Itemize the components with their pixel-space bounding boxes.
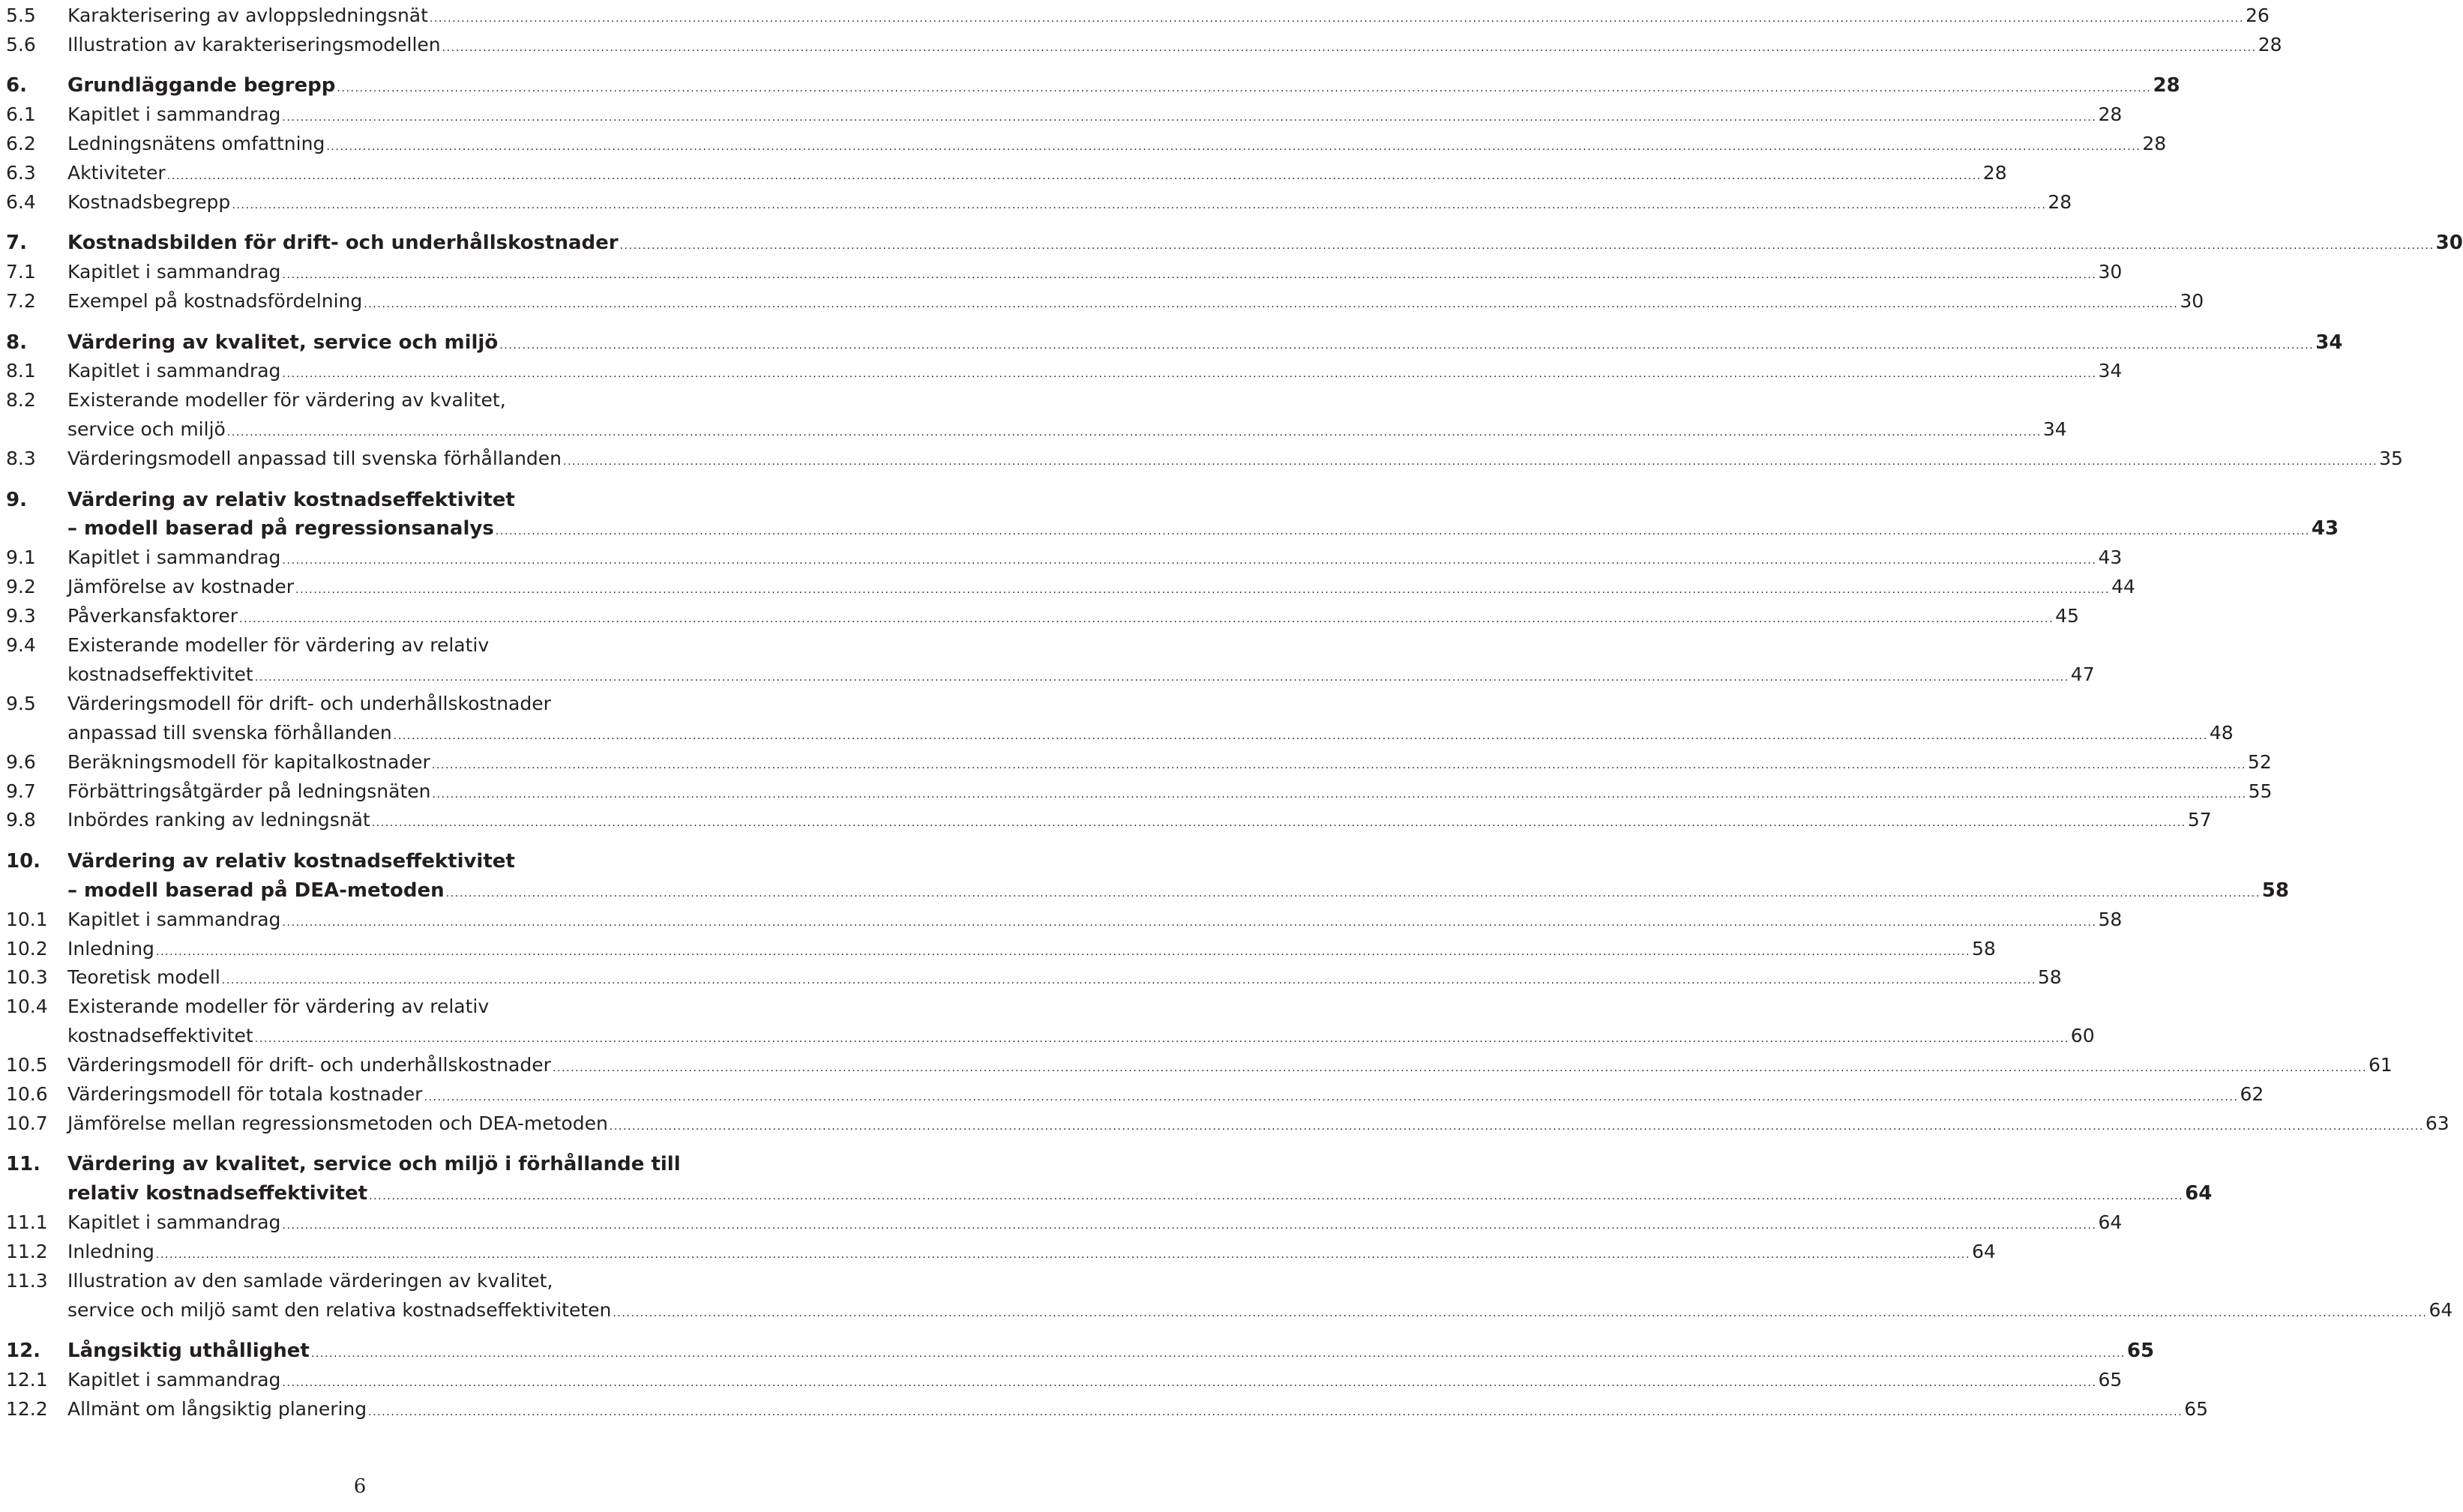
toc-entry-title: Kapitlet i sammandrag xyxy=(67,1369,281,1391)
toc-entry[interactable] xyxy=(0,993,2095,1051)
toc-entry-title: Karakterisering av avloppsledningsnät xyxy=(67,4,428,26)
dot-leader: ................................................................................................................................................................................................................................................................................................................................................................................................................ xyxy=(282,368,2097,381)
toc-entry[interactable] xyxy=(0,1080,2264,1109)
toc-entry-page: 64 xyxy=(1972,1241,1996,1262)
toc-entry-title: kostnadseffektivitet xyxy=(67,663,253,685)
toc-entry-number: 10.1 xyxy=(6,908,48,930)
dot-leader: ................................................................................................................................................................................................................................................................................................................................................................................................................ xyxy=(232,199,2047,211)
toc-entry-page: 44 xyxy=(2111,576,2135,598)
toc-entry-page: 48 xyxy=(2209,721,2234,744)
toc-entry-title: Värdering av kvalitet, service och miljö i förhållande till xyxy=(67,1153,681,1176)
toc-entry-page: 34 xyxy=(2315,331,2343,354)
toc-entry-number: 7.1 xyxy=(6,261,36,283)
toc-entry-number: 11. xyxy=(6,1153,41,1176)
toc-entry-number: 7.2 xyxy=(6,290,36,313)
toc-entry-number: 10.4 xyxy=(6,996,48,1018)
toc-entry-number: 5.6 xyxy=(6,33,36,55)
toc-chapter-entry[interactable] xyxy=(0,71,2180,100)
toc-entry-title: Jämförelse mellan regressionsmetoden och DEA-metoden xyxy=(67,1112,608,1134)
toc-entry-number: 10.3 xyxy=(6,966,48,989)
toc-entry-number: 10.6 xyxy=(6,1083,48,1105)
toc-entry-title: service och miljö samt den relativa kostnadseffektiviteten xyxy=(67,1298,612,1321)
toc-entry-title: Inledning xyxy=(67,1241,154,1262)
toc-entry-title: – modell baserad på DEA-metoden xyxy=(67,879,445,902)
toc-chapter-entry[interactable] xyxy=(0,1337,2155,1366)
toc-entry-title: Värdering av relativ kostnadseffektivitet xyxy=(67,488,515,511)
toc-entry-page: 30 xyxy=(2180,290,2204,313)
toc-entry-page: 43 xyxy=(2311,517,2339,540)
toc-entry-title: Inledning xyxy=(67,937,154,960)
toc-entry-title: Illustration av den samlade värderingen av kvalitet, xyxy=(67,1269,553,1292)
toc-entry[interactable] xyxy=(0,602,2079,631)
toc-entry-number: 12. xyxy=(6,1340,41,1363)
toc-entry[interactable] xyxy=(0,31,2282,60)
toc-entry-page: 62 xyxy=(2240,1083,2264,1105)
toc-entry-title: Kapitlet i sammandrag xyxy=(67,261,281,283)
dot-leader: ................................................................................................................................................................................................................................................................................................................................................................................................................ xyxy=(442,41,2257,54)
toc-entry[interactable] xyxy=(0,1109,2450,1139)
dot-leader: ................................................................................................................................................................................................................................................................................................................................................................................................................ xyxy=(552,1062,2367,1075)
toc-entry-number: 9.5 xyxy=(6,692,36,714)
toc-entry-title: Allmänt om långsiktig planering xyxy=(67,1398,367,1420)
dot-leader: ................................................................................................................................................................................................................................................................................................................................................................................................................ xyxy=(295,584,2111,597)
toc-entry[interactable] xyxy=(0,445,2403,474)
toc-entry[interactable] xyxy=(0,1366,2123,1395)
toc-entry-number: 10.7 xyxy=(6,1112,48,1134)
dot-leader: ................................................................................................................................................................................................................................................................................................................................................................................................................ xyxy=(166,170,1982,182)
dot-leader: ................................................................................................................................................................................................................................................................................................................................................................................................................ xyxy=(499,339,2315,352)
toc-entry-title: anpassad till svenska förhållanden xyxy=(67,721,392,744)
toc-entry-title: Kapitlet i sammandrag xyxy=(67,546,281,569)
toc-entry-title: Exempel på kostnadsfördelning xyxy=(67,290,363,313)
toc-entry-number: 8.1 xyxy=(6,360,36,382)
toc-entry-number: 10. xyxy=(6,849,41,873)
toc-chapter-entry[interactable] xyxy=(0,1150,2213,1208)
toc-entry-page: 55 xyxy=(2248,780,2273,802)
dot-leader: ................................................................................................................................................................................................................................................................................................................................................................................................................ xyxy=(254,671,2069,684)
toc-entry[interactable] xyxy=(0,573,2135,602)
toc-entry-page: 63 xyxy=(2425,1112,2450,1134)
toc-entry-number: 10.5 xyxy=(6,1054,48,1076)
toc-entry[interactable] xyxy=(0,386,2067,445)
toc-entry-page: 58 xyxy=(2098,908,2123,930)
toc-entry[interactable] xyxy=(0,1395,2209,1424)
toc-chapter-entry[interactable] xyxy=(0,229,2463,258)
toc-entry-page: 30 xyxy=(2098,261,2123,283)
toc-entry-title: Beräkningsmodell för kapitalkostnader xyxy=(67,750,430,773)
toc-entry-title: Ledningsnätens omfattning xyxy=(67,133,325,155)
dot-leader: ................................................................................................................................................................................................................................................................................................................................................................................................................ xyxy=(371,817,2186,830)
toc-entry[interactable] xyxy=(0,631,2095,690)
toc-entry-page: 64 xyxy=(2429,1298,2453,1321)
toc-entry-title: Kapitlet i sammandrag xyxy=(67,103,281,126)
toc-entry-title: Illustration av karakteriseringsmodellen xyxy=(67,33,441,55)
toc-entry-title: – modell baserad på regressionsanalys xyxy=(67,517,494,540)
dot-leader: ................................................................................................................................................................................................................................................................................................................................................................................................................ xyxy=(155,1249,1970,1261)
dot-leader: ................................................................................................................................................................................................................................................................................................................................................................................................................ xyxy=(613,1307,2428,1319)
toc-entry-page: 34 xyxy=(2042,418,2067,441)
toc-entry[interactable] xyxy=(0,357,2123,386)
toc-entry-number: 6.1 xyxy=(6,103,36,126)
toc-entry[interactable] xyxy=(0,130,2167,159)
toc-entry-title: Värderingsmodell anpassad till svenska förhållanden xyxy=(67,448,562,470)
toc-entry-number: 7. xyxy=(6,232,27,255)
toc-entry-title: Långsiktig uthållighet xyxy=(67,1340,310,1363)
toc-entry[interactable] xyxy=(0,1,2270,31)
toc-entry-title: Kapitlet i sammandrag xyxy=(67,1211,281,1234)
toc-entry[interactable] xyxy=(0,935,1996,964)
dot-leader: ................................................................................................................................................................................................................................................................................................................................................................................................................ xyxy=(326,141,2141,154)
dot-leader: ................................................................................................................................................................................................................................................................................................................................................................................................................ xyxy=(226,427,2042,439)
toc-entry-page: 64 xyxy=(2098,1211,2123,1234)
dot-leader: ................................................................................................................................................................................................................................................................................................................................................................................................................ xyxy=(424,1091,2239,1103)
toc-entry-number: 6.2 xyxy=(6,133,36,155)
toc-entry-number: 9.8 xyxy=(6,809,36,831)
dot-leader: ................................................................................................................................................................................................................................................................................................................................................................................................................ xyxy=(432,788,2247,801)
toc-entry-title: Värdering av relativ kostnadseffektivitet xyxy=(67,849,515,873)
toc-entry-number: 10.2 xyxy=(6,937,48,960)
toc-entry-number: 12.1 xyxy=(6,1369,48,1391)
dot-leader: ................................................................................................................................................................................................................................................................................................................................................................................................................ xyxy=(393,729,2208,742)
toc-entry-title: Grundläggande begrepp xyxy=(67,74,336,97)
toc-entry-title: Påverkansfaktorer xyxy=(67,605,238,627)
dot-leader: ................................................................................................................................................................................................................................................................................................................................................................................................................ xyxy=(239,613,2054,626)
toc-entry-page: 58 xyxy=(1972,937,1996,960)
toc-entry-title: Kapitlet i sammandrag xyxy=(67,360,281,382)
dot-leader: ................................................................................................................................................................................................................................................................................................................................................................................................................ xyxy=(429,13,2244,25)
dot-leader: ................................................................................................................................................................................................................................................................................................................................................................................................................ xyxy=(495,525,2310,538)
dot-leader: ................................................................................................................................................................................................................................................................................................................................................................................................................ xyxy=(282,1377,2097,1390)
dot-leader: ................................................................................................................................................................................................................................................................................................................................................................................................................ xyxy=(364,298,2179,311)
toc-entry-title: Kostnadsbegrepp xyxy=(67,190,231,213)
toc-entry-number: 9.2 xyxy=(6,576,36,598)
toc-entry[interactable] xyxy=(0,543,2123,573)
toc-entry-page: 30 xyxy=(2435,232,2463,255)
toc-entry-number: 8. xyxy=(6,331,27,354)
toc-entry-page: 28 xyxy=(2098,103,2123,126)
toc-entry-title: Kostnadsbilden för drift- och underhållskostnader xyxy=(67,232,619,255)
dot-leader: ................................................................................................................................................................................................................................................................................................................................................................................................................ xyxy=(282,112,2097,124)
toc-entry-page: 58 xyxy=(2261,879,2289,902)
toc-entry-page: 60 xyxy=(2070,1025,2095,1047)
toc-entry-number: 9.4 xyxy=(6,634,36,656)
toc-chapter-entry[interactable] xyxy=(0,486,2339,544)
dot-leader: ................................................................................................................................................................................................................................................................................................................................................................................................................ xyxy=(369,1190,2184,1203)
toc-entry-title: Teoretisk modell xyxy=(67,966,220,989)
dot-leader: ................................................................................................................................................................................................................................................................................................................................................................................................................ xyxy=(563,456,2378,469)
toc-entry[interactable] xyxy=(0,188,2072,217)
toc-entry-page: 28 xyxy=(2258,33,2282,55)
toc-entry-number: 12.2 xyxy=(6,1398,48,1420)
toc-entry-title: Värdering av kvalitet, service och miljö xyxy=(67,331,499,354)
toc-entry-number: 9.7 xyxy=(6,780,36,802)
toc-entry-page: 35 xyxy=(2379,448,2403,470)
toc-entry-title: Jämförelse av kostnader xyxy=(67,576,295,598)
toc-entry[interactable] xyxy=(0,777,2273,807)
toc-entry-page: 58 xyxy=(2037,966,2062,989)
toc-entry-title: Aktiviteter xyxy=(67,162,166,184)
dot-leader: ................................................................................................................................................................................................................................................................................................................................................................................................................ xyxy=(282,916,2097,929)
toc-entry-title: Existerande modeller för värdering av kvalitet, xyxy=(67,389,506,412)
toc-entry[interactable] xyxy=(0,1208,2123,1238)
dot-leader: ................................................................................................................................................................................................................................................................................................................................................................................................................ xyxy=(282,555,2097,567)
toc-entry[interactable] xyxy=(0,1051,2393,1080)
toc-entry[interactable] xyxy=(0,100,2123,130)
toc-entry-page: 57 xyxy=(2187,809,2212,831)
toc-entry-page: 45 xyxy=(2055,605,2079,627)
toc-entry[interactable] xyxy=(0,287,2204,316)
toc-entry-number: 6.4 xyxy=(6,190,36,213)
dot-leader: ................................................................................................................................................................................................................................................................................................................................................................................................................ xyxy=(254,1033,2069,1046)
toc-entry-title: Kapitlet i sammandrag xyxy=(67,908,281,930)
dot-leader: ................................................................................................................................................................................................................................................................................................................................................................................................................ xyxy=(431,759,2246,771)
toc-entry-page: 28 xyxy=(1982,162,2007,184)
toc-entry-page: 47 xyxy=(2070,663,2095,685)
dot-leader: ................................................................................................................................................................................................................................................................................................................................................................................................................ xyxy=(368,1406,2183,1418)
toc-entry-number: 8.3 xyxy=(6,448,36,470)
toc-entry[interactable] xyxy=(0,748,2272,777)
dot-leader: ................................................................................................................................................................................................................................................................................................................................................................................................................ xyxy=(619,240,2435,253)
toc-chapter-entry[interactable] xyxy=(0,847,2289,906)
page-number: 6 xyxy=(353,1475,367,1498)
toc-entry-title: Värderingsmodell för drift- och underhållskostnader xyxy=(67,692,551,714)
toc-entry-title: service och miljö xyxy=(67,418,226,441)
dot-leader: ................................................................................................................................................................................................................................................................................................................................................................................................................ xyxy=(609,1120,2424,1133)
toc-entry-page: 28 xyxy=(2142,133,2167,155)
toc-entry-number: 9. xyxy=(6,488,27,511)
toc-entry-page: 61 xyxy=(2369,1054,2393,1076)
toc-entry[interactable] xyxy=(0,806,2212,835)
toc-entry-number: 9.3 xyxy=(6,605,36,627)
toc-entry-title: kostnadseffektivitet xyxy=(67,1025,253,1047)
toc-entry-title: Inbördes ranking av ledningsnät xyxy=(67,809,370,831)
toc-entry[interactable] xyxy=(0,258,2123,287)
toc-entry-page: 28 xyxy=(2048,190,2072,213)
dot-leader: ................................................................................................................................................................................................................................................................................................................................................................................................................ xyxy=(310,1348,2126,1361)
toc-entry-number: 11.1 xyxy=(6,1211,48,1234)
toc-entry-title: Förbättringsåtgärder på ledningsnäten xyxy=(67,780,431,802)
toc-entry-number: 5.5 xyxy=(6,4,36,26)
toc-entry[interactable] xyxy=(0,1267,2453,1325)
toc-entry-number: 11.2 xyxy=(6,1241,48,1262)
toc-entry-page: 65 xyxy=(2098,1369,2123,1391)
toc-entry-page: 34 xyxy=(2098,360,2123,382)
toc-entry-title: Värderingsmodell för totala kostnader xyxy=(67,1083,423,1105)
dot-leader: ................................................................................................................................................................................................................................................................................................................................................................................................................ xyxy=(221,975,2036,987)
dot-leader: ................................................................................................................................................................................................................................................................................................................................................................................................................ xyxy=(155,945,1970,958)
toc-entry-number: 8.2 xyxy=(6,389,36,412)
toc-entry-page: 64 xyxy=(2185,1182,2213,1205)
toc-entry[interactable] xyxy=(0,159,2007,188)
toc-entry[interactable] xyxy=(0,690,2234,748)
toc-entry-title: relativ kostnadseffektivitet xyxy=(67,1182,368,1205)
toc-entry-page: 52 xyxy=(2247,750,2272,773)
toc-entry[interactable] xyxy=(0,1238,1996,1267)
toc-entry-page: 65 xyxy=(2184,1398,2209,1420)
toc-entry-title: Värderingsmodell för drift- och underhållskostnader xyxy=(67,1054,551,1076)
toc-entry-title: Existerande modeller för värdering av relativ xyxy=(67,996,490,1018)
toc-entry[interactable] xyxy=(0,963,2062,993)
toc-entry-page: 26 xyxy=(2246,4,2270,26)
dot-leader: ................................................................................................................................................................................................................................................................................................................................................................................................................ xyxy=(282,1220,2097,1232)
dot-leader: ................................................................................................................................................................................................................................................................................................................................................................................................................ xyxy=(445,887,2261,900)
toc-entry-page: 65 xyxy=(2126,1340,2155,1363)
toc-entry-number: 9.1 xyxy=(6,546,36,569)
toc-entry[interactable] xyxy=(0,906,2123,935)
toc-chapter-entry[interactable] xyxy=(0,328,2343,358)
toc-entry-number: 9.6 xyxy=(6,750,36,773)
toc-entry-title: Existerande modeller för värdering av relativ xyxy=(67,634,490,656)
toc-entry-page: 43 xyxy=(2098,546,2123,569)
toc-entry-page: 28 xyxy=(2153,74,2180,97)
toc-entry-number: 6.3 xyxy=(6,162,36,184)
toc-entry-number: 11.3 xyxy=(6,1269,48,1292)
dot-leader: ................................................................................................................................................................................................................................................................................................................................................................................................................ xyxy=(282,269,2097,282)
toc-entry-number: 6. xyxy=(6,74,27,97)
dot-leader: ................................................................................................................................................................................................................................................................................................................................................................................................................ xyxy=(337,82,2152,95)
